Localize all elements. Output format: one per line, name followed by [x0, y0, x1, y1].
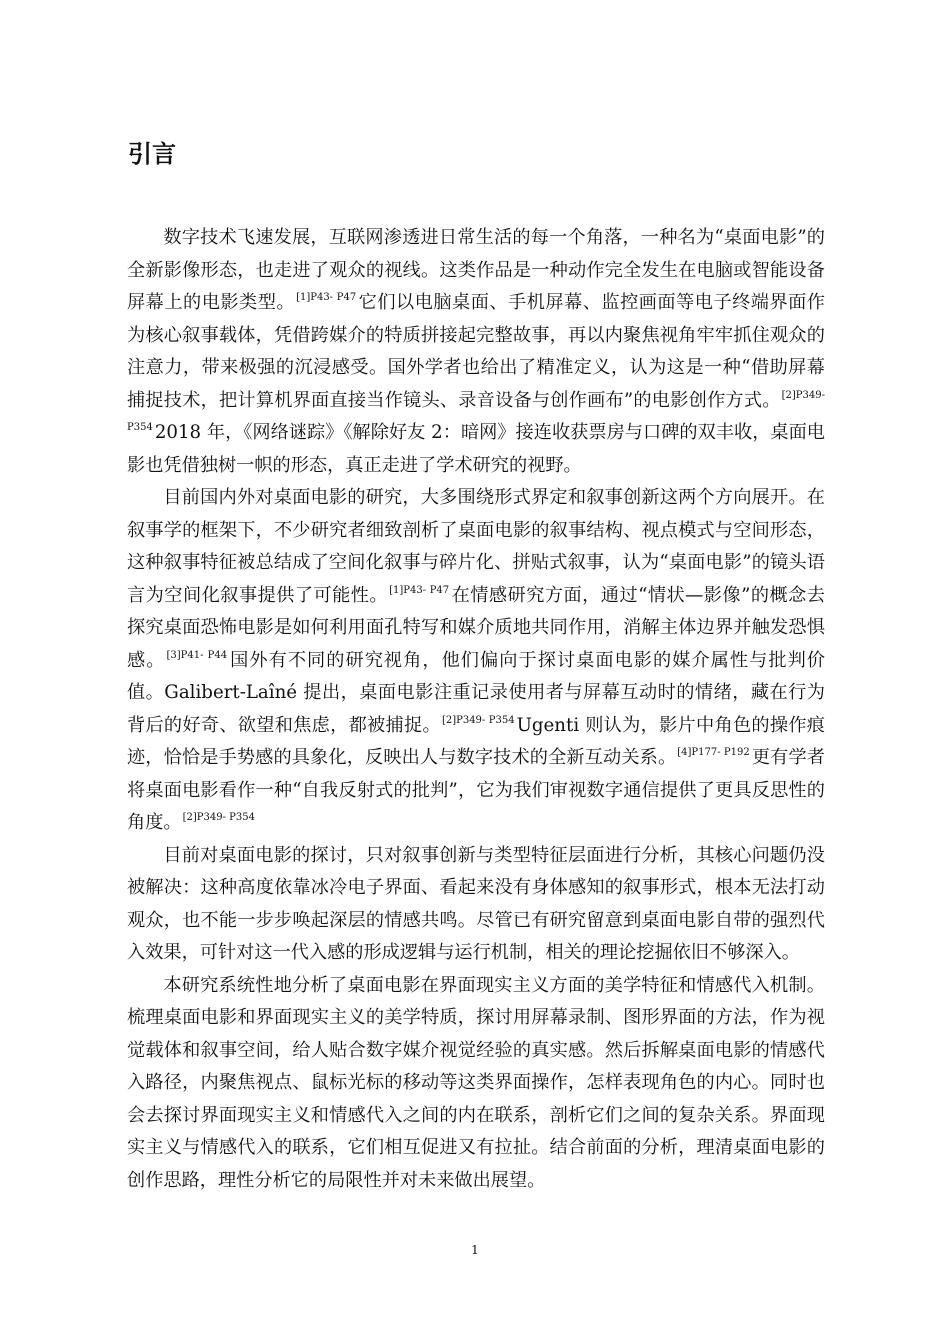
text-run: 本研究系统性地分析了桌面电影在界面现实主义方面的美学特征和情感代入机制。梳理桌面电影和界面现实主义的美学特质，探讨用屏幕录制、图形界面的方法，作为视觉载体和叙事空间，给人贴合数字媒介视觉经验的真实感。然后拆解桌面电影的情感代入路径，内聚焦视点、鼠标光标的移动等这类界面操作，怎样表现角色的内心。同时也会去探讨界面现实主义和情感代入之间的内在联系，剖析它们之间的复杂关系。界面现实主义与情感代入的联系，它们相互促进又有拉扯。结合前面的分析，理清桌面电影的创作思路，理性分析它的局限性并对未来做出展望。	[127, 974, 825, 1191]
citation-ref: [2]P349- P354	[441, 714, 515, 726]
body-text	[127, 222, 825, 1197]
text-run: 国外有不同的研究视角，他们偏向于探讨桌面电影的媒介属性与批判价值。Galibert-Laîné 提出，桌面电影注重记录使用者与屏幕互动时的情绪，藏在行为背后的好奇、欲望和焦虑，都被捕捉。	[127, 649, 825, 736]
text-run: 在情感研究方面，通过“情状—影像”的概念去探究桌面恐怖电影是如何利用面孔特写和媒介质地共同作用，消解主体边界并触发恐惧感。	[127, 584, 825, 671]
citation-ref: [2]P349- P354	[182, 812, 255, 823]
citation-ref: [4]P177- P192	[677, 747, 750, 758]
paragraph	[127, 222, 825, 482]
text-run: 目前对桌面电影的探讨，只对叙事创新与类型特征层面进行分析，其核心问题仍没被解决：这种高度依靠冰冷电子界面、看起来没有身体感知的叙事形式，根本无法打动观众，也不能一步步唤起深层的情感共鸣。尽管已有研究留意到桌面电影自带的强烈代入效果，可针对这一代入感的形成逻辑与运行机制，相关的理论挖掘依旧不够深入。	[127, 844, 825, 963]
paragraph	[127, 970, 825, 1198]
text-run: 目前国内外对桌面电影的研究，大多围绕形式界定和叙事创新这两个方向展开。在叙事学的框架下，不少研究者细致剖析了桌面电影的叙事结构、视点模式与空间形态，这种叙事特征被总结成了空间化叙事与碎片化、拼贴式叙事，认为“桌面电影”的镜头语言为空间化叙事提供了可能性。	[127, 487, 825, 606]
citation-ref: [2]P349- P354	[127, 389, 825, 433]
text-run: 数字技术飞速发展，互联网渗透进日常生活的每一个角落，一种名为“桌面电影”的全新影像形态，也走进了观众的视线。这类作品是一种动作完全发生在电脑或智能设备屏幕上的电影类型。	[127, 227, 825, 313]
text-run: 它们以电脑桌面、手机屏幕、监控画面等电子终端界面作为核心叙事载体，凭借跨媒介的特质拼接起完整故事，再以内聚焦视角牢牢抓住观众的注意力，带来极强的沉浸感受。国外学者也给出了精准定义，认为这是一种“借助屏幕捕捉技术，把计算机界面直接当作镜头、录音设备与创作画布”的电影创作方式。	[127, 292, 825, 411]
page-number: 1	[471, 1243, 479, 1257]
text-run: 2018 年，《网络谜踪》《解除好友 2：暗网》接连收获票房与口碑的双丰收，桌面电影也凭借独树一帜的形态，真正走进了学术研究的视野。	[127, 422, 825, 476]
citation-ref: [1]P43- P47	[296, 292, 357, 303]
citation-ref: [3]P41- P44	[166, 649, 228, 661]
text-run: 更有学者将桌面电影看作一种“自我反射式的批判”，它为我们审视数字通信提供了更具反思性的角度。	[127, 747, 825, 833]
citation-ref: [1]P43- P47	[389, 584, 450, 596]
paragraph	[127, 840, 825, 970]
section-heading: 引言	[128, 140, 176, 168]
paragraph	[127, 482, 825, 840]
text-run: Ugenti 则认为，影片中角色的操作痕迹，恰恰是手势感的具象化，反映出人与数字技术的全新互动关系。	[127, 714, 825, 768]
